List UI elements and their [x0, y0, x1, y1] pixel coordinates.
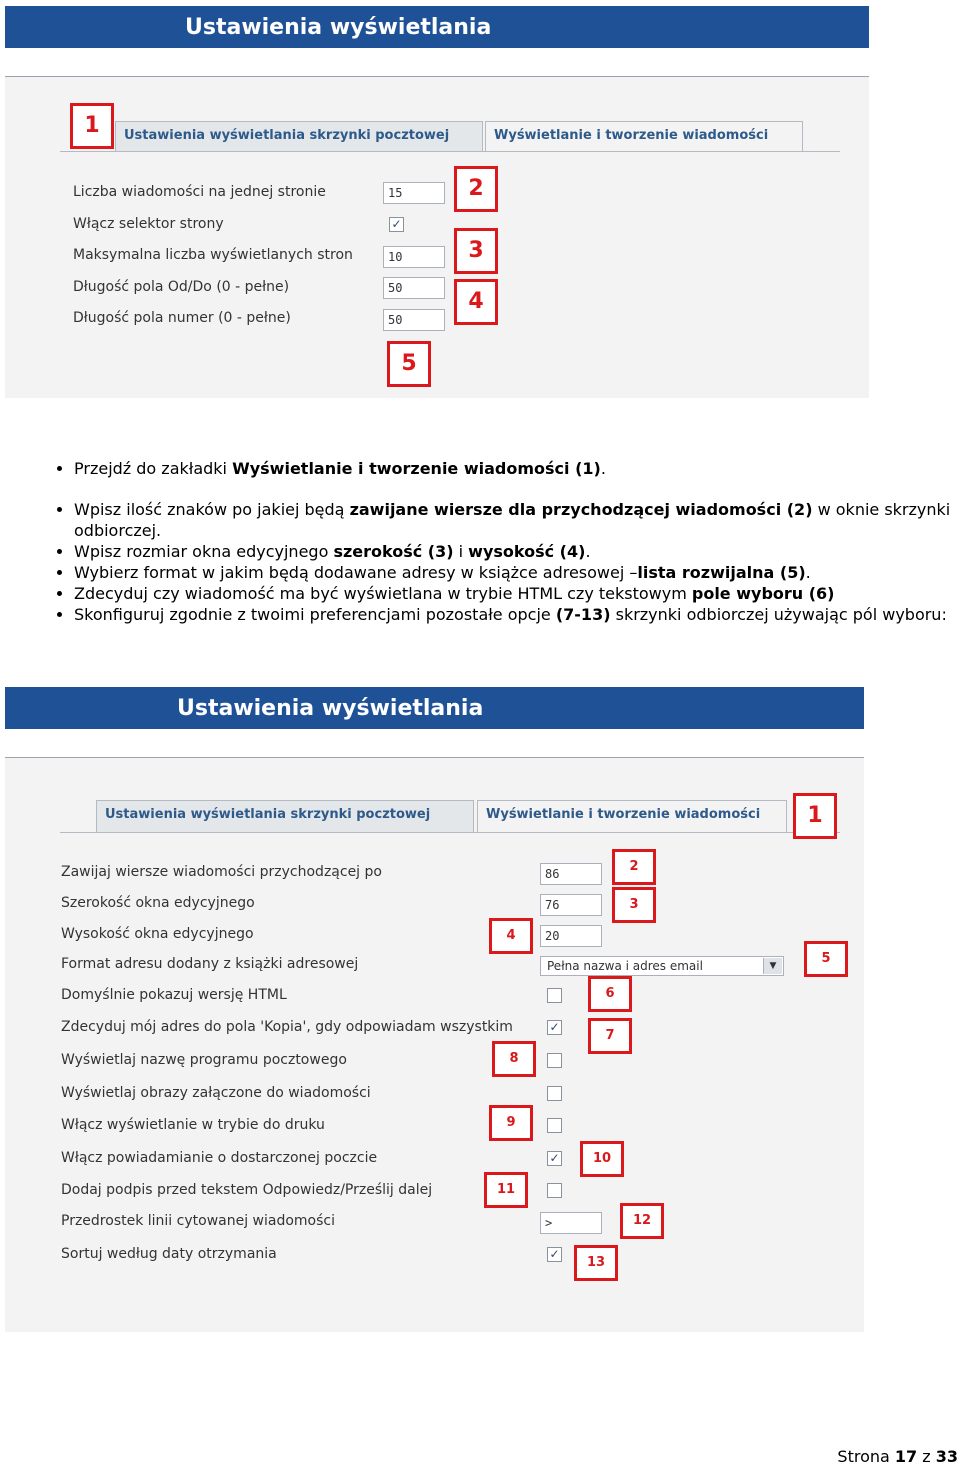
instruction-item: • Wpisz rozmiar okna edycyjnego szerokość (3) i wysokość (4). [74, 541, 960, 562]
tab-message-display-compose[interactable]: Wyświetlanie i tworzenie wiadomości [485, 121, 803, 151]
field-label: Wyświetlaj obrazy załączone do wiadomości [61, 1085, 371, 1101]
tab-mailbox-display[interactable]: Ustawienia wyświetlania skrzynki pocztowej [115, 121, 483, 151]
marker-3: 3 [612, 887, 656, 923]
field-label: Długość pola numer (0 - pełne) [73, 310, 291, 326]
field-label: Wyświetlaj nazwę programu pocztowego [61, 1052, 347, 1068]
screenshot-2 [5, 687, 864, 1332]
marker-9: 9 [489, 1105, 533, 1141]
instruction-item: • Przejdź do zakładki Wyświetlanie i tworzenie wiadomości (1). [74, 458, 960, 479]
field-label: Długość pola Od/Do (0 - pełne) [73, 279, 290, 295]
marker-2: 2 [612, 849, 656, 885]
marker-5: 5 [387, 341, 431, 387]
marker-13: 13 [574, 1245, 618, 1281]
tab-underline [60, 151, 840, 152]
header-gap [5, 729, 864, 757]
field-label: Zdecyduj mój adres do pola 'Kopia', gdy odpowiadam wszystkim [61, 1019, 513, 1035]
marker-11: 11 [484, 1172, 528, 1208]
field-label: Przedrostek linii cytowanej wiadomości [61, 1213, 335, 1229]
marker-6: 6 [588, 976, 632, 1012]
wrap-lines-input[interactable]: 86 [540, 863, 602, 885]
field-label: Liczba wiadomości na jednej stronie [73, 184, 326, 200]
header-gap [5, 48, 869, 76]
field-label: Format adresu dodany z książki adresowej [61, 956, 359, 972]
marker-10: 10 [580, 1141, 624, 1177]
max-pages-input[interactable]: 10 [383, 246, 445, 268]
instruction-item: • Zdecyduj czy wiadomość ma być wyświetlana w trybie HTML czy tekstowym pole wyboru (6) [74, 583, 960, 604]
header-divider [5, 757, 864, 758]
delivery-notification-checkbox[interactable]: ✓ [547, 1151, 562, 1166]
page-selector-checkbox[interactable]: ✓ [389, 217, 404, 232]
settings-header: Ustawienia wyświetlania [5, 6, 869, 49]
field-label: Włącz selektor strony [73, 216, 224, 232]
quote-prefix-input[interactable]: > [540, 1212, 602, 1234]
marker-7: 7 [588, 1018, 632, 1054]
print-mode-checkbox[interactable] [547, 1118, 562, 1133]
field-label: Włącz powiadamianie o dostarczonej poczcie [61, 1150, 378, 1166]
marker-1: 1 [70, 103, 114, 149]
messages-per-page-input[interactable]: 15 [383, 182, 445, 204]
instruction-list [40, 458, 960, 625]
instruction-item: • Wpisz ilość znaków po jakiej będą zawijane wiersze dla przychodzącej wiadomości (2) w oknie skrzynki odbiorczej. [74, 499, 960, 541]
editor-height-input[interactable]: 20 [540, 925, 602, 947]
tab-underline [60, 832, 840, 833]
marker-3: 3 [454, 228, 498, 274]
marker-5: 5 [804, 941, 848, 977]
signature-before-reply-checkbox[interactable] [547, 1183, 562, 1198]
instruction-item: • Skonfiguruj zgodnie z twoimi preferencjami pozostałe opcje (7-13) skrzynki odbiorczej używając pól wyboru: [74, 604, 960, 625]
field-label: Szerokość okna edycyjnego [61, 895, 255, 911]
from-to-length-input[interactable]: 50 [383, 277, 445, 299]
field-label: Dodaj podpis przed tekstem Odpowiedz/Prześlij dalej [61, 1182, 433, 1198]
chevron-down-icon[interactable]: ▼ [763, 958, 782, 974]
editor-width-input[interactable]: 76 [540, 894, 602, 916]
field-label: Domyślnie pokazuj wersję HTML [61, 987, 287, 1003]
field-label: Zawijaj wiersze wiadomości przychodzącej po [61, 864, 382, 880]
marker-4: 4 [454, 279, 498, 325]
marker-2: 2 [454, 166, 498, 212]
settings-header: Ustawienia wyświetlania [5, 687, 864, 729]
page-number: Strona 17 z 33 [837, 1447, 958, 1466]
address-format-value: Pełna nazwa i adres email [547, 959, 703, 973]
tab-mailbox-display[interactable]: Ustawienia wyświetlania skrzynki pocztowej [96, 800, 474, 832]
marker-1: 1 [793, 793, 837, 839]
sort-by-date-checkbox[interactable]: ✓ [547, 1247, 562, 1262]
field-label: Maksymalna liczba wyświetlanych stron [73, 247, 353, 263]
address-format-select[interactable] [540, 956, 784, 976]
marker-4: 4 [489, 918, 533, 954]
show-mailer-checkbox[interactable] [547, 1053, 562, 1068]
tab-message-display-compose[interactable]: Wyświetlanie i tworzenie wiadomości [477, 800, 787, 832]
instruction-item: • Wybierz format w jakim będą dodawane adresy w książce adresowej –lista rozwijalna (5). [74, 562, 960, 583]
field-label: Sortuj według daty otrzymania [61, 1246, 277, 1262]
header-divider [5, 76, 869, 77]
number-length-input[interactable]: 50 [383, 309, 445, 331]
show-attached-images-checkbox[interactable] [547, 1086, 562, 1101]
cc-reply-all-checkbox[interactable]: ✓ [547, 1020, 562, 1035]
show-html-checkbox[interactable] [547, 988, 562, 1003]
field-label: Wysokość okna edycyjnego [61, 926, 254, 942]
field-label: Włącz wyświetlanie w trybie do druku [61, 1117, 325, 1133]
marker-12: 12 [620, 1203, 664, 1239]
marker-8: 8 [492, 1041, 536, 1077]
